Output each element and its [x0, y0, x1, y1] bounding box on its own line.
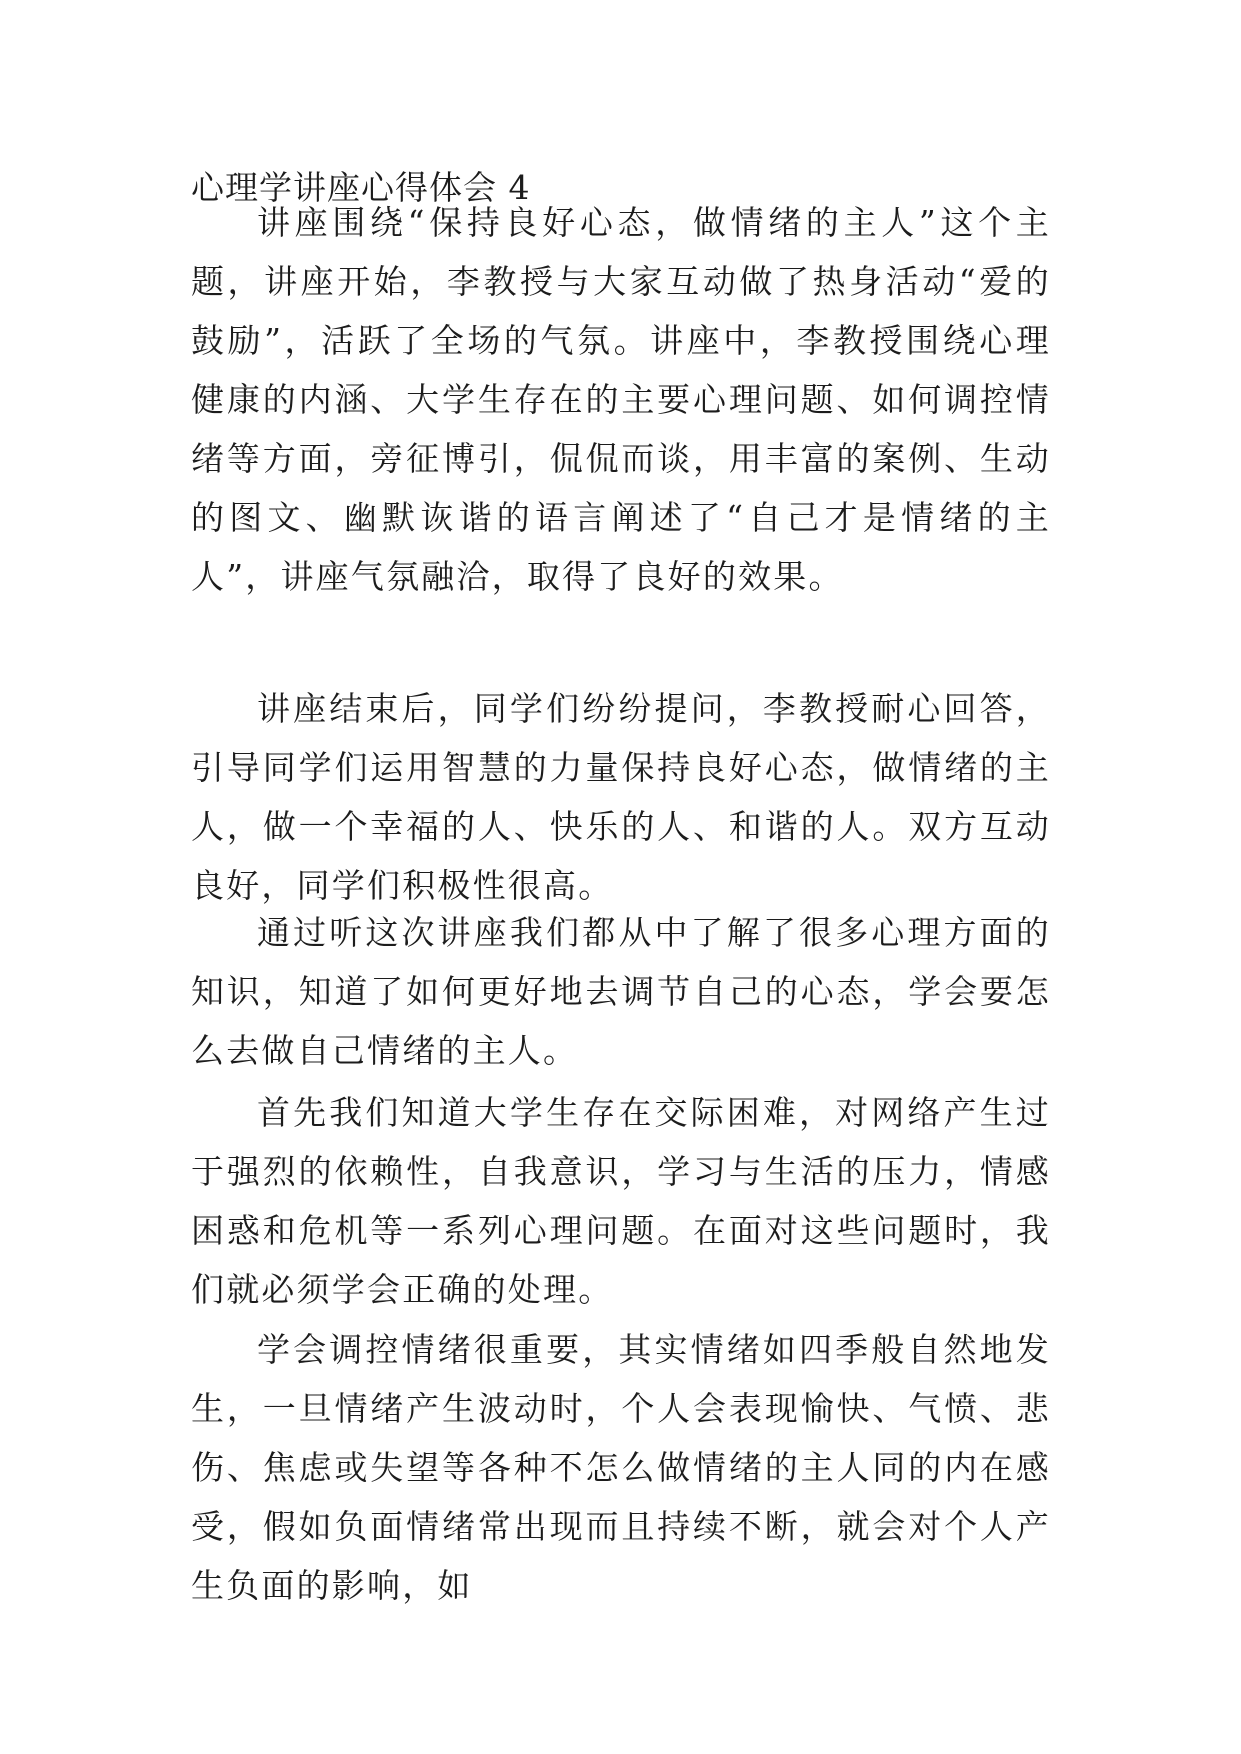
paragraph-problems: 首先我们知道大学生存在交际困难，对网络产生过于强烈的依赖性，自我意识，学习与生活的压力，情感困惑和危机等一系列心理问题。在面对这些问题时，我们就必须学会正确的处理。 — [191, 1093, 1051, 1309]
paragraph-intro: 讲座围绕“保持良好心态，做情绪的主人”这个主题，讲座开始，李教授与大家互动做了热身活动“爱的鼓励”，活跃了全场的气氛。讲座中，李教授围绕心理健康的内涵、大学生存在的主要心理问题、如何调控情绪等方面，旁征博引，侃侃而谈，用丰富的案例、生动的图文、幽默诙谐的语言阐述了“自己才是情绪的主人”，讲座气氛融洽，取得了良好的效果。 — [191, 203, 1051, 596]
paragraph-emotions: 学会调控情绪很重要，其实情绪如四季般自然地发生，一旦情绪产生波动时，个人会表现愉快、气愤、悲伤、焦虑或失望等各种不怎么做情绪的主人同的内在感受，假如负面情绪常出现而且持续不断，就会对个人产生负面的影响，如 — [191, 1330, 1051, 1605]
document-title: 心理学讲座心得体会 4 — [191, 168, 531, 207]
paragraph-qa: 讲座结束后，同学们纷纷提问，李教授耐心回答，引导同学们运用智慧的力量保持良好心态，做情绪的主人，做一个幸福的人、快乐的人、和谐的人。双方互动良好，同学们积极性很高。 — [191, 689, 1051, 905]
paragraph-knowledge: 通过听这次讲座我们都从中了解了很多心理方面的知识，知道了如何更好地去调节自己的心态，学会要怎么去做自己情绪的主人。 — [191, 913, 1051, 1070]
